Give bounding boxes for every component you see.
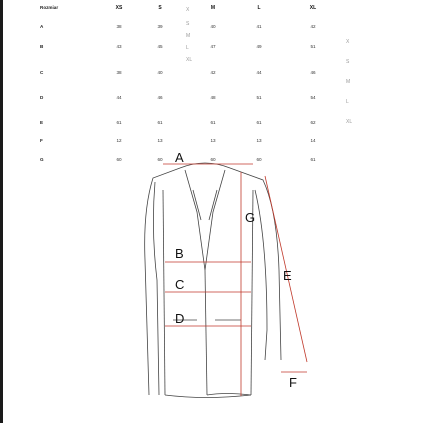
cell-c-xs: 38	[116, 70, 122, 75]
diagram-label-e: E	[283, 268, 292, 283]
cell-e-xs: 61	[116, 120, 122, 125]
row-label-e: E	[40, 120, 44, 125]
ghost-right-0: X	[346, 39, 350, 45]
cell-d-l: 51	[256, 95, 262, 100]
cell-a-l: 41	[256, 24, 262, 29]
cell-f-l: 13	[256, 138, 262, 143]
diagram-label-c: C	[175, 277, 185, 292]
cell-a-xs: 38	[116, 24, 122, 29]
cell-a-xl: 42	[310, 24, 316, 29]
cell-d-s: 46	[157, 95, 163, 100]
row-label-f: F	[40, 138, 43, 143]
ghost-size-column-right	[346, 30, 352, 150]
size-header-m: M	[210, 5, 216, 11]
size-header-label: Rozmiar	[40, 5, 59, 10]
ghost-left-0: X	[186, 7, 190, 13]
cell-c-xl: 46	[310, 70, 316, 75]
cell-a-s: 39	[157, 24, 163, 29]
diagram-label-b: B	[175, 246, 184, 261]
ghost-left-4: XL	[186, 57, 193, 63]
cell-f-xs: 12	[116, 138, 122, 143]
diagram-label-a: A	[175, 150, 184, 165]
row-label-b: B	[40, 44, 44, 49]
ghost-left-2: M	[186, 33, 191, 39]
ghost-right-4: XL	[346, 119, 353, 125]
cell-c-s: 40	[157, 70, 163, 75]
cell-e-s: 61	[157, 120, 163, 125]
row-label-c: C	[40, 70, 44, 75]
jacket-size-diagram	[135, 150, 315, 410]
ghost-left-1: S	[186, 21, 190, 27]
ghost-right-2: M	[346, 79, 351, 85]
cell-a-m: 40	[210, 24, 216, 29]
cell-f-m: 13	[210, 138, 216, 143]
row-label-d: D	[40, 95, 44, 100]
size-header-l: L	[257, 5, 261, 11]
ghost-left-3: L	[186, 45, 189, 51]
cell-d-m: 48	[210, 95, 216, 100]
size-header-s: S	[158, 5, 162, 11]
cell-b-s: 45	[157, 44, 163, 49]
size-header-xs: XS	[115, 5, 123, 11]
row-label-a: A	[40, 24, 44, 29]
cell-e-xl: 62	[310, 120, 316, 125]
cell-d-xs: 44	[116, 95, 122, 100]
jacket-outline	[145, 163, 281, 398]
cell-e-m: 61	[210, 120, 216, 125]
cell-c-l: 44	[256, 70, 262, 75]
ghost-size-column-left	[186, 4, 192, 64]
diagram-label-f: F	[289, 375, 297, 390]
cell-b-xs: 43	[116, 44, 122, 49]
diagram-label-g: G	[245, 210, 256, 225]
cell-g-xs: 60	[116, 157, 122, 162]
row-label-g: G	[40, 157, 44, 162]
cell-g-s: 60	[157, 157, 163, 162]
cell-b-l: 49	[256, 44, 262, 49]
cell-f-xl: 14	[310, 138, 316, 143]
ghost-right-3: L	[346, 99, 349, 105]
cell-b-xl: 51	[310, 44, 316, 49]
diagram-label-d: D	[175, 311, 185, 326]
cell-g-m: 60	[210, 157, 216, 162]
cell-e-l: 61	[256, 120, 262, 125]
size-header-xl: XL	[309, 5, 317, 11]
ghost-right-1: S	[346, 59, 350, 65]
cell-d-xl: 54	[310, 95, 316, 100]
cell-c-m: 42	[210, 70, 216, 75]
cell-f-s: 13	[157, 138, 163, 143]
cell-g-l: 60	[256, 157, 262, 162]
cell-g-xl: 61	[310, 157, 316, 162]
cell-b-m: 47	[210, 44, 216, 49]
